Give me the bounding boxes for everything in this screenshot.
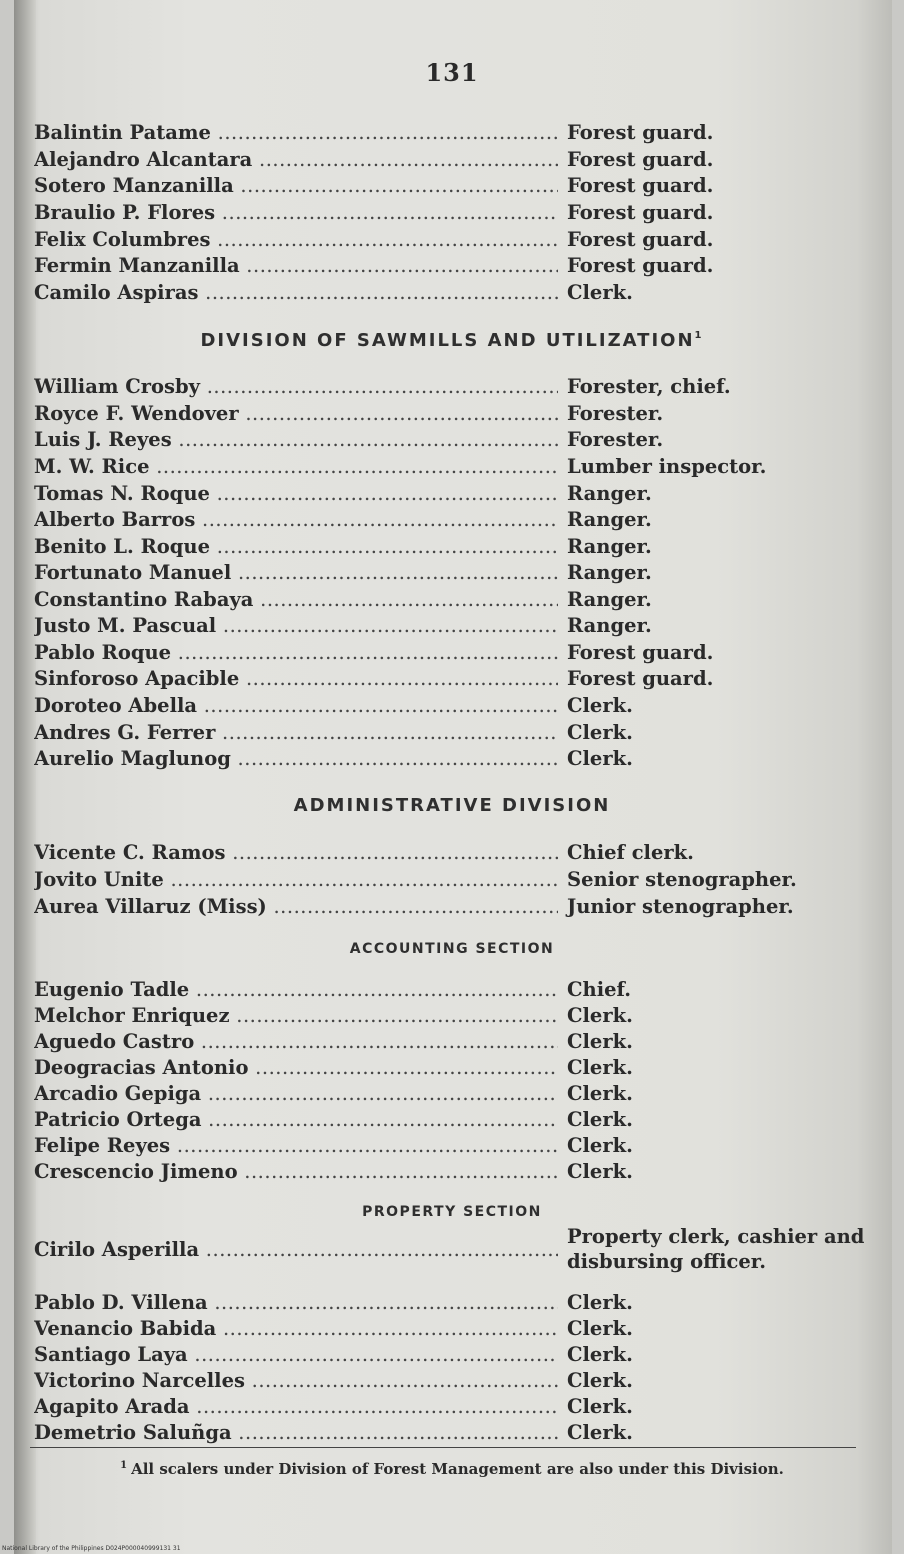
- entry-name: Tomas N. Roque .....: [34, 481, 558, 507]
- entry-name: William Crosby .....: [34, 374, 558, 400]
- entry-name: Justo M. Pascual .....: [34, 613, 558, 639]
- entry-name: M. W. Rice .....: [34, 454, 558, 480]
- entry-name: Camilo Aspiras .....: [34, 280, 558, 306]
- list-item: [34, 173, 864, 199]
- list-item: [34, 666, 864, 692]
- entry-name: Fermin Manzanilla .....: [34, 253, 558, 279]
- entry-name: Arcadio Gepiga .....: [34, 1081, 558, 1107]
- list-item: [34, 253, 864, 279]
- entry-name: Demetrio Saluñga .....: [34, 1420, 558, 1446]
- entry-name: Sotero Manzanilla .....: [34, 173, 558, 199]
- entry-name: Braulio P. Flores .....: [34, 200, 558, 226]
- entry-name: Fortunato Manuel .....: [34, 560, 558, 586]
- list-item: [34, 147, 864, 173]
- entry-title: Clerk.: [567, 1056, 633, 1079]
- list-item: [34, 693, 864, 719]
- entry-name: Aurelio Maglunog .....: [34, 746, 558, 772]
- list-item: [34, 200, 864, 226]
- entry-name: Alejandro Alcantara .....: [34, 147, 558, 173]
- list-item: [34, 840, 864, 866]
- entry-name: Crescencio Jimeno .....: [34, 1159, 558, 1185]
- entry-title: Clerk.: [567, 1004, 633, 1027]
- entry-title: Ranger.: [567, 482, 652, 505]
- entry-title: Clerk.: [567, 1134, 633, 1157]
- entry-name: Vicente C. Ramos .....: [34, 840, 558, 866]
- entry-name: Andres G. Ferrer .....: [34, 720, 558, 746]
- entry-title: Clerk.: [567, 694, 633, 717]
- entry-title: Clerk.: [567, 1291, 633, 1314]
- entry-name: Pablo D. Villena .....: [34, 1290, 558, 1316]
- entry-name: Eugenio Tadle .....: [34, 977, 558, 1003]
- entry-title: Ranger.: [567, 588, 652, 611]
- entry-name: Felipe Reyes .....: [34, 1133, 558, 1159]
- entry-name: Royce F. Wendover .....: [34, 401, 558, 427]
- footnote-text: All scalers under Division of Forest Management are also under this Division.: [131, 1460, 784, 1478]
- page-number: 131: [425, 58, 479, 87]
- entry-name: Santiago Laya .....: [34, 1342, 558, 1368]
- list-item: [34, 454, 864, 480]
- list-item: [34, 1159, 864, 1185]
- entry-title: Forest guard.: [567, 148, 714, 171]
- entry-title: Lumber inspector.: [567, 455, 767, 478]
- list-item: [34, 587, 864, 613]
- entry-name: Sinforoso Apacible .....: [34, 666, 558, 692]
- entry-name: Balintin Patame .....: [34, 120, 558, 146]
- entry-name: Aurea Villaruz (Miss) .....: [34, 894, 558, 920]
- entry-title: Clerk.: [567, 1160, 633, 1183]
- entry-title: Property clerk, cashier and disbursing officer.: [567, 1225, 865, 1273]
- entry-name: Jovito Unite .....: [34, 867, 558, 893]
- entry-title: Ranger.: [567, 535, 652, 558]
- list-item: [34, 977, 864, 1003]
- entry-name: Alberto Barros .....: [34, 507, 558, 533]
- entry-title: Ranger.: [567, 508, 652, 531]
- entry-title: Clerk.: [567, 1082, 633, 1105]
- entry-title: Clerk.: [567, 1108, 633, 1131]
- entry-title: Junior stenographer.: [567, 895, 794, 918]
- list-item: [34, 1316, 864, 1342]
- entry-name: Deogracias Antonio .....: [34, 1055, 558, 1081]
- list-item: [34, 720, 864, 746]
- list-item: [34, 1081, 864, 1107]
- entry-name: Victorino Narcelles .....: [34, 1368, 558, 1394]
- entry-title: Forester.: [567, 428, 664, 451]
- list-item: [34, 1003, 864, 1029]
- entry-name: Pablo Roque .....: [34, 640, 558, 666]
- list-item: [34, 1342, 864, 1368]
- entry-name: Patricio Ortega .....: [34, 1107, 558, 1133]
- list-item: [34, 1055, 864, 1081]
- list-item: [34, 1290, 864, 1316]
- entry-title: Clerk.: [567, 281, 633, 304]
- list-item: [34, 1107, 864, 1133]
- list-item: [34, 746, 864, 772]
- list-item: [34, 560, 864, 586]
- entry-name: Cirilo Asperilla .....: [34, 1237, 558, 1263]
- list-item: [34, 481, 864, 507]
- entry-title: Forest guard.: [567, 228, 714, 251]
- footnote: [0, 1460, 904, 1478]
- entry-title: Clerk.: [567, 1395, 633, 1418]
- list-item: [34, 280, 864, 306]
- entry-name: Benito L. Roque .....: [34, 534, 558, 560]
- section-heading-property: PROPERTY SECTION: [362, 1204, 542, 1220]
- list-item: [34, 1133, 864, 1159]
- entry-name: Luis J. Reyes .....: [34, 427, 558, 453]
- entry-name: Melchor Enriquez .....: [34, 1003, 558, 1029]
- entry-title: Clerk.: [567, 721, 633, 744]
- list-item: [34, 640, 864, 666]
- list-item: [34, 1420, 864, 1446]
- entry-title: Chief.: [567, 978, 631, 1001]
- entry-title: Chief clerk.: [567, 841, 694, 864]
- book-spine-shadow: [14, 0, 36, 1554]
- list-item: [34, 867, 864, 893]
- list-item: [34, 120, 864, 146]
- section-heading-accounting: ACCOUNTING SECTION: [349, 941, 555, 957]
- entry-name: Aguedo Castro .....: [34, 1029, 558, 1055]
- list-item: [34, 401, 864, 427]
- footnote-marker: 1: [694, 330, 704, 341]
- entry-title: Clerk.: [567, 1343, 633, 1366]
- entry-title: Clerk.: [567, 1369, 633, 1392]
- list-item: [34, 427, 864, 453]
- entry-name: Agapito Arada .....: [34, 1394, 558, 1420]
- entry-name: Felix Columbres .....: [34, 227, 558, 253]
- entry-title: Senior stenographer.: [567, 868, 797, 891]
- library-credit: National Library of the Philippines D024P000040999131 31: [2, 1545, 181, 1552]
- entry-name: Constantino Rabaya .....: [34, 587, 558, 613]
- entry-title: Forest guard.: [567, 174, 714, 197]
- list-item: [34, 507, 864, 533]
- entry-title: Forest guard.: [567, 201, 714, 224]
- entry-title: Clerk.: [567, 1421, 633, 1444]
- footnote-divider: [30, 1447, 856, 1448]
- entry-title: Forester, chief.: [567, 375, 731, 398]
- section-heading-sawmills: [0, 330, 904, 351]
- heading-text: DIVISION OF SAWMILLS AND UTILIZATION: [200, 330, 695, 351]
- entry-title: Forest guard.: [567, 641, 714, 664]
- list-item: [34, 613, 864, 639]
- entry-title: Clerk.: [567, 1317, 633, 1340]
- entry-name: Venancio Babida .....: [34, 1316, 558, 1342]
- entry-title: Clerk.: [567, 1030, 633, 1053]
- list-item: [34, 374, 864, 400]
- list-item: [34, 1029, 864, 1055]
- list-item: [34, 227, 864, 253]
- entry-title: Forest guard.: [567, 254, 714, 277]
- section-heading-administrative: ADMINISTRATIVE DIVISION: [293, 795, 611, 816]
- list-item: [34, 894, 864, 920]
- list-item: [34, 534, 864, 560]
- entry-name: Doroteo Abella .....: [34, 693, 558, 719]
- list-item: [34, 1225, 865, 1273]
- entry-title: Ranger.: [567, 561, 652, 584]
- entry-title: Forester.: [567, 402, 664, 425]
- list-item: [34, 1368, 864, 1394]
- entry-title: Forest guard.: [567, 121, 714, 144]
- list-item: [34, 1394, 864, 1420]
- entry-title: Ranger.: [567, 614, 652, 637]
- entry-title: Clerk.: [567, 747, 633, 770]
- footnote-marker: 1: [120, 1460, 128, 1471]
- entry-title: Forest guard.: [567, 667, 714, 690]
